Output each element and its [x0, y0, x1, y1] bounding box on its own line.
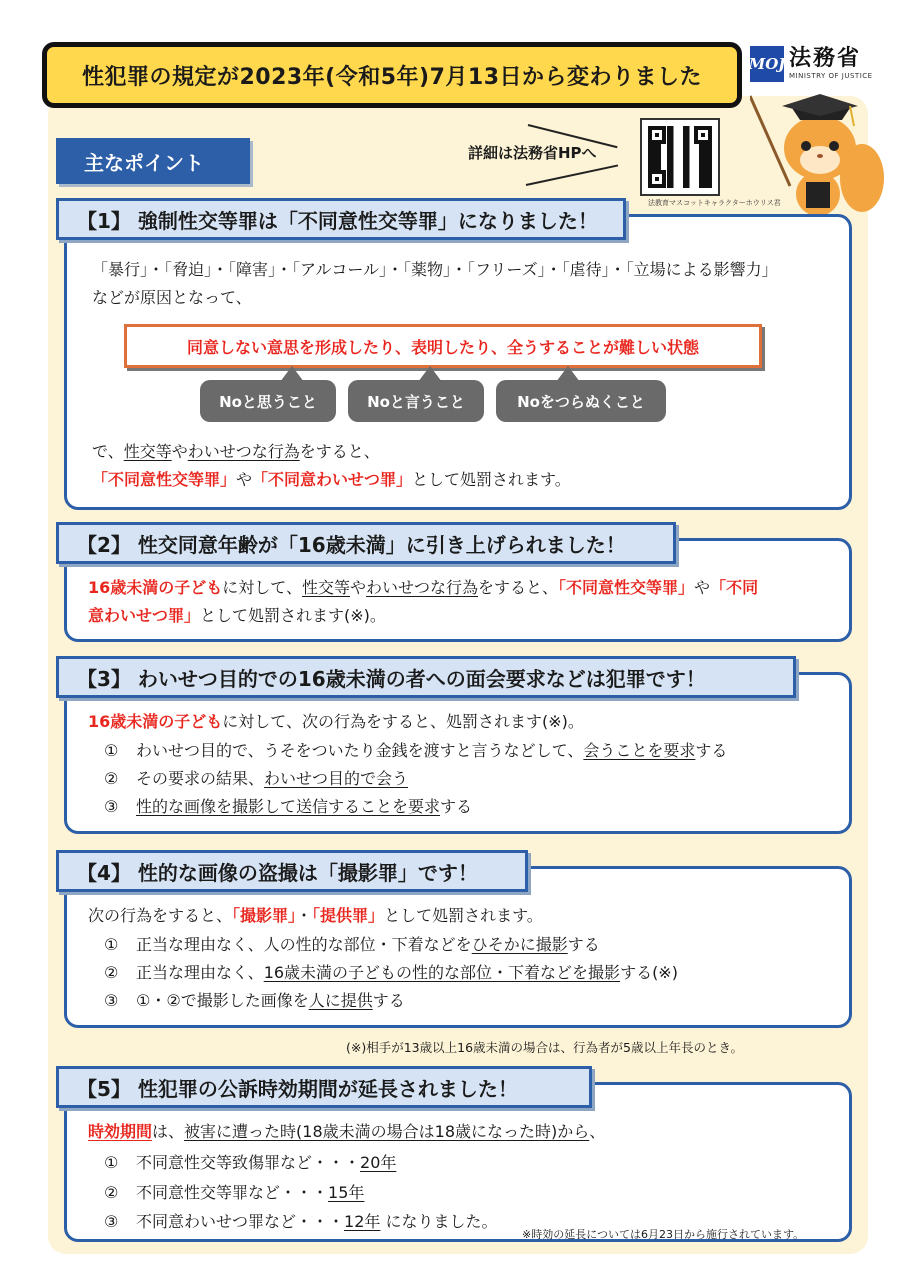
- list-item: ③ 性的な画像を撮影して送信することを要求する: [104, 797, 473, 816]
- section-4-intro: 次の行為をすると、「撮影罪」・「提供罪」として処罰されます。: [88, 906, 543, 925]
- section-2-line-1: 16歳未満の子どもに対して、性交等やわいせつな行為をすると、「不同意性交等罪」や「不同: [88, 578, 759, 597]
- section-5-footnote: ※時効の延長については6月23日から施行されています。: [522, 1228, 805, 1241]
- moj-logo[interactable]: [750, 46, 873, 82]
- section-1-heading: 【1】 強制性交等罪は「不同意性交等罪」になりました！: [56, 198, 626, 240]
- section-3-heading: 【3】 わいせつ目的での16歳未満の者への面会要求などは犯罪です！: [56, 656, 796, 698]
- list-item: ② 不同意性交等罪など・・・15年: [104, 1183, 365, 1202]
- mascot-squirrel-icon: [750, 86, 890, 226]
- list-item: ① 不同意性交等致傷罪など・・・20年: [104, 1153, 397, 1172]
- qr-code[interactable]: [640, 118, 720, 196]
- section-1-line-2: などが原因となって、: [92, 288, 252, 307]
- section-3-intro: 16歳未満の子どもに対して、次の行為をすると、処罰されます(※)。: [88, 712, 584, 731]
- mascot-caption: 法教育マスコットキャラクターホウリス君: [648, 199, 781, 207]
- qr-finder-icon: [648, 170, 666, 188]
- section-2-line-2: 意わいせつ罪」として処罰されます(※)。: [88, 606, 386, 625]
- section-5-heading: 【5】 性犯罪の公訴時効期間が延長されました！: [56, 1066, 592, 1108]
- logo-subtitle: MINISTRY OF JUSTICE: [789, 72, 873, 80]
- qr-finder-icon: [694, 126, 712, 144]
- section-4-footnote: (※)相手が13歳以上16歳未満の場合は、行為者が5歳以上年長のとき。: [346, 1040, 743, 1055]
- speech-bubble: Noと思うこと: [200, 380, 336, 422]
- list-item: ① わいせつ目的で、うそをついたり金銭を渡すと言うなどして、会うことを要求する: [104, 741, 728, 760]
- logo-name: 法務省: [789, 46, 862, 71]
- section-1-line-3: で、性交等やわいせつな行為をすると、: [92, 442, 380, 461]
- list-item: ② 正当な理由なく、16歳未満の子どもの性的な部位・下着などを撮影する(※): [104, 963, 678, 982]
- list-item: ① 正当な理由なく、人の性的な部位・下着などをひそかに撮影する: [104, 935, 600, 954]
- moj-logo-icon: MOJ: [750, 46, 784, 82]
- speech-bubble: Noと言うこと: [348, 380, 484, 422]
- speech-bubble: Noをつらぬくこと: [496, 380, 666, 422]
- main-points-label: 主なポイント: [56, 138, 250, 184]
- section-1-line-4: 「不同意性交等罪」や「不同意わいせつ罪」として処罰されます。: [92, 470, 571, 489]
- list-item: ③ 不同意わいせつ罪など・・・12年 になりました。: [104, 1212, 498, 1231]
- qr-finder-icon: [648, 126, 666, 144]
- section-5-intro: 時効期間は、被害に遭った時(18歳未満の場合は18歳になった時)から、: [88, 1122, 606, 1141]
- section-2-heading: 【2】 性交同意年齢が「16歳未満」に引き上げられました！: [56, 522, 676, 564]
- section-1-line-1: 「暴行」・「脅迫」・「障害」・「アルコール」・「薬物」・「フリーズ」・「虐待」・「立場による影響力」: [92, 260, 778, 279]
- condition-box: 同意しない意思を形成したり、表明したり、全うすることが難しい状態: [124, 324, 762, 368]
- qr-code-pattern: [648, 126, 712, 188]
- list-item: ③ ①・②で撮影した画像を人に提供する: [104, 991, 405, 1010]
- list-item: ② その要求の結果、わいせつ目的で会う: [104, 769, 409, 788]
- hp-link-label[interactable]: 詳細は法務省HPへ: [468, 144, 597, 162]
- section-4-heading: 【4】 性的な画像の盗撮は「撮影罪」です！: [56, 850, 528, 892]
- page-title: 性犯罪の規定が2023年(令和5年)7月13日から変わりました: [42, 42, 742, 108]
